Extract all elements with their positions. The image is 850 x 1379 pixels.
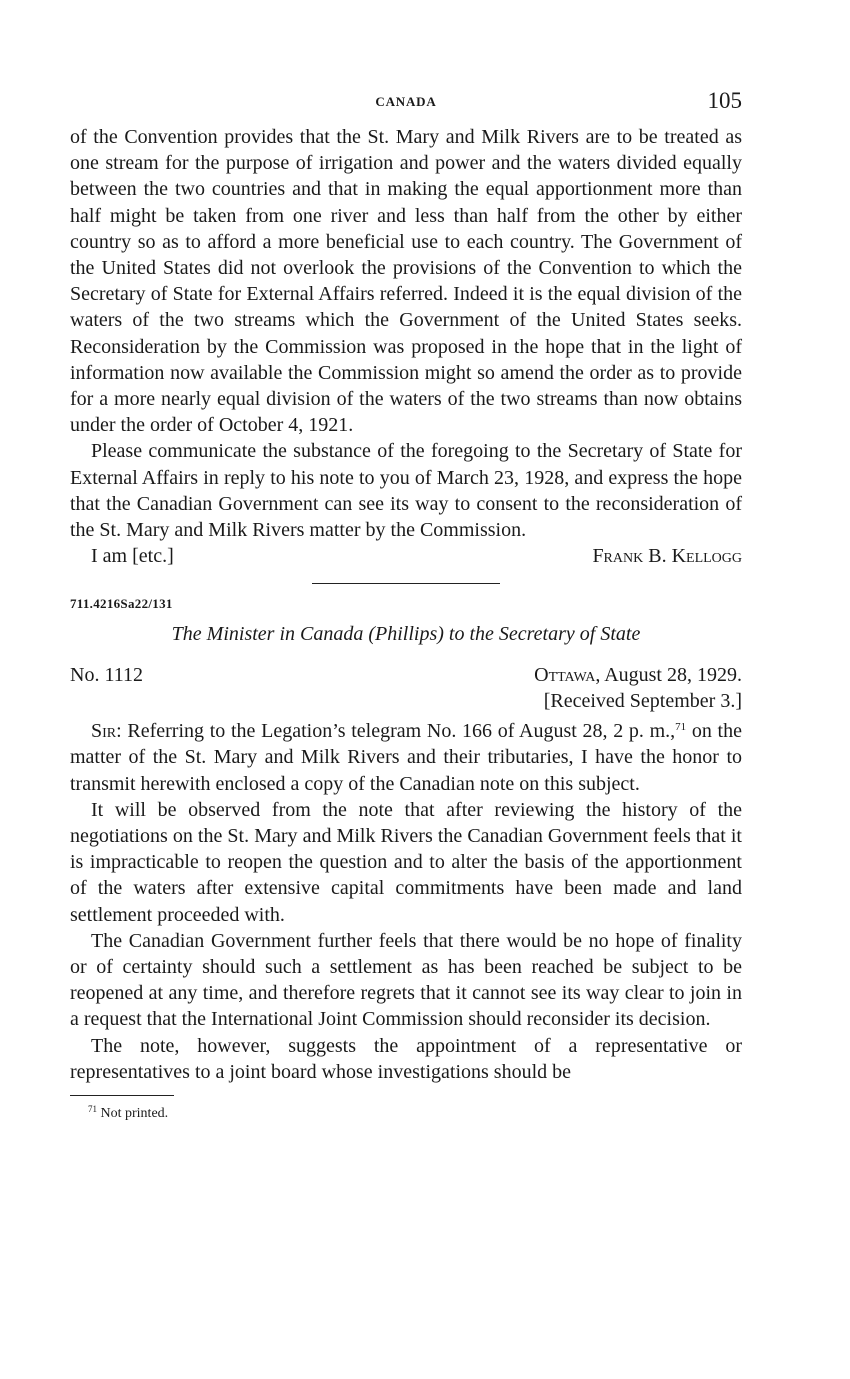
section-divider: [312, 583, 500, 584]
closing-formula: I am [etc.]: [91, 545, 174, 568]
letter-paragraph-4: The note, however, suggests the appointment of a representative or representatives to a joint board whose investigations should be: [70, 1034, 742, 1083]
footnote-marker: 71: [88, 1104, 97, 1115]
document-title: The Minister in Canada (Phillips) to the Secretary of State: [171, 623, 641, 646]
letter-paragraph-1-start: : Referring to the Legation’s telegram No. 166 of August 28, 2 p. m.,: [116, 720, 676, 743]
footnote-text: Not printed.: [97, 1106, 169, 1122]
file-number: 711.4216Sa22/131: [70, 596, 173, 612]
footnote: [70, 1104, 742, 1122]
date: , August 28, 1929.: [595, 664, 742, 687]
letter-paragraph-1-end: on the matter of the St. Mary and Milk Rivers and their tributaries, I have the honor to transmit herewith enclosed a copy of the Canadian note on this subject.: [70, 720, 742, 795]
running-head: CANADA: [375, 94, 437, 109]
dateline: [70, 662, 742, 688]
document-number: No. 1112: [70, 664, 143, 687]
letter-paragraph-1: [70, 718, 742, 797]
body-paragraph-instruction: Please communicate the substance of the foregoing to the Secretary of State for External Affairs in reply to his note to you of March 23, 1928, and express the hope that the Canadian Government can see its way to consent to the reconsideration of the St. Mary and Milk Rivers matter by the Commission.: [70, 440, 742, 542]
signature-name: Frank B. Kellogg: [592, 545, 742, 568]
footnote-reference: 71: [675, 721, 687, 734]
letter-paragraph-2: It will be observed from the note that after reviewing the history of the negotiations on the St. Mary and Milk Rivers the Canadian Government feels that it is impracticable to reopen the question and to alter the basis of the apportionment of the waters after extensive capital commitments have been made and land settlement proceeded with.: [70, 798, 742, 926]
received-note: [Received September 3.]: [543, 690, 742, 713]
letter-paragraph-3: The Canadian Government further feels that there would be no hope of finality or of certainty should such a settlement as has been reached be subject to be reopened at any time, and therefore regrets that it cannot see its way clear to join in a request that the International Joint Commission should reconsider its decision.: [70, 929, 742, 1031]
place-date: [534, 662, 742, 688]
body-paragraph-continued: of the Convention provides that the St. Mary and Milk Rivers are to be treated as one stream for the purpose of irrigation and power and the waters divided equally between the two countries and that in making the equal apportionment more than half might be taken from one river and less than half from the other by either country so as to afford a more beneficial use to each country. The Government of the United States did not overlook the provisions of the Convention to which the Secretary of State for External Affairs referred. Indeed it is the equal division of the waters of the two streams which the Government of the United States seeks. Reconsideration by the Commission was proposed in the hope that in the light of information now available the Commission might so amend the order as to provide for a more nearly equal division of the waters of the two streams than now obtains under the order of October 4, 1921.: [70, 126, 742, 437]
salutation: Sir: [91, 720, 117, 743]
signature-row: [70, 543, 742, 569]
page-header: [70, 84, 742, 124]
footnote-divider: [70, 1095, 174, 1096]
page: [70, 84, 742, 1122]
place: Ottawa: [534, 664, 596, 687]
page-number: 105: [707, 88, 742, 113]
